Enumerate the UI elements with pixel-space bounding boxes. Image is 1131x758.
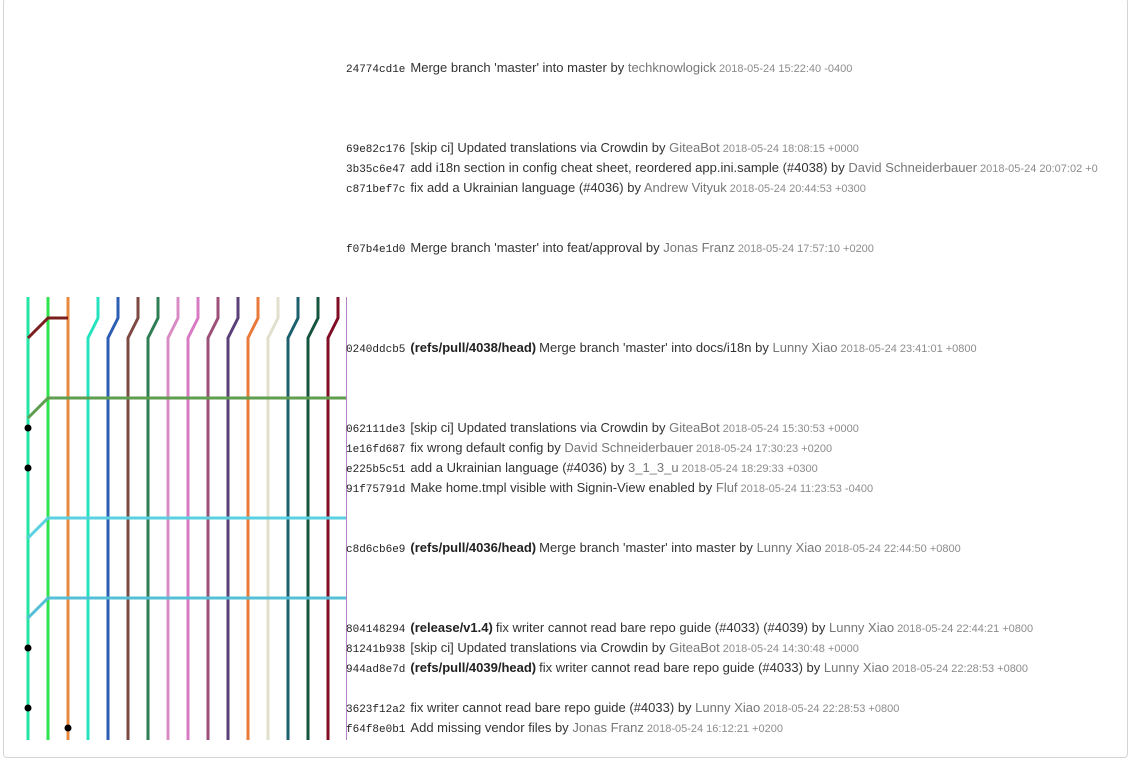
commit-message: fix writer cannot read bare repo guide (#4033) (#4039) (495, 620, 809, 635)
commit-sha-link[interactable]: 1e16fd687 (346, 444, 406, 456)
commit-author-link[interactable]: techknowlogick (627, 60, 716, 75)
commit-by-label: by (547, 440, 561, 455)
commit-row (346, 458, 818, 478)
commit-message: Merge branch 'master' into docs/i18n (539, 340, 752, 355)
commit-author-link[interactable]: Lunny Xiao (823, 660, 889, 675)
commit-sha-link[interactable]: 69e82c176 (346, 144, 406, 156)
commit-sha-link[interactable]: 0240ddcb5 (346, 344, 406, 356)
commit-date: 2018-05-24 22:44:21 +0800 (897, 623, 1034, 635)
commit-by-label: by (811, 620, 826, 635)
commit-by-label: by (610, 460, 625, 475)
commit-date: 2018-05-24 22:28:53 +0800 (763, 703, 900, 715)
commit-sha-link[interactable]: c871bef7c (346, 184, 406, 196)
commit-date: 2018-05-24 18:08:15 +0000 (722, 143, 859, 155)
commit-message: [skip ci] Updated translations via Crowdin (410, 640, 649, 655)
commit-message: fix writer cannot read bare repo guide (#4033) (410, 700, 675, 715)
commit-author-link[interactable]: Fluf (715, 480, 738, 495)
commit-by-label: by (698, 480, 713, 495)
commit-sha-link[interactable]: 944ad8e7d (346, 664, 406, 676)
commit-sha-link[interactable]: c8d6cb6e9 (346, 544, 406, 556)
commit-by-label: by (831, 160, 845, 175)
commit-by-label: by (645, 240, 660, 255)
commit-author-link[interactable]: Lunny Xiao (756, 540, 822, 555)
commit-row (346, 438, 832, 458)
commit-date: 2018-05-24 15:22:40 -0400 (719, 63, 853, 75)
commit-row (346, 338, 977, 358)
commit-date: 2018-05-24 17:30:23 +0200 (696, 443, 833, 455)
commit-by-label: by (677, 700, 692, 715)
commit-by-label: by (806, 660, 821, 675)
commit-author-link[interactable]: Jonas Franz (663, 240, 735, 255)
commit-author-link[interactable]: David Schneiderbauer (564, 440, 694, 455)
commit-by-label: by (554, 720, 569, 735)
commit-ref-label: (refs/pull/4036/head) (410, 540, 537, 555)
commit-row (346, 638, 859, 658)
commit-row (346, 418, 859, 438)
commit-message: add a Ukrainian language (#4036) (410, 460, 608, 475)
commit-sha-link[interactable]: 3623f12a2 (346, 704, 406, 716)
commit-date: 2018-05-24 11:23:53 -0400 (740, 483, 874, 495)
commit-by-label: by (739, 540, 753, 555)
commit-author-link[interactable]: Lunny Xiao (829, 620, 895, 635)
commit-date: 2018-05-24 17:57:10 +0200 (737, 243, 874, 255)
commit-author-link[interactable]: GiteaBot (669, 420, 720, 435)
commit-sha-link[interactable]: f64f8e0b1 (346, 724, 406, 736)
commit-author-link[interactable]: Lunny Xiao (695, 700, 761, 715)
commit-author-link[interactable]: GiteaBot (669, 640, 720, 655)
commit-row (346, 58, 852, 78)
commit-author-link[interactable]: 3_1_3_u (628, 460, 679, 475)
commit-by-label: by (651, 420, 666, 435)
commit-ref-label: (refs/pull/4039/head) (410, 660, 537, 675)
commit-author-link[interactable]: Andrew Vityuk (643, 180, 727, 195)
commit-date: 2018-05-24 22:44:50 +0800 (824, 543, 961, 555)
commit-sha-link[interactable]: 91f75791d (346, 484, 406, 496)
commit-author-link[interactable]: David Schneiderbauer (848, 160, 978, 175)
commit-sha-link[interactable]: 804148294 (346, 624, 406, 636)
commit-author-link[interactable]: Jonas Franz (572, 720, 644, 735)
commit-sha-link[interactable]: e225b5c51 (346, 464, 406, 476)
commit-row (346, 698, 899, 718)
commit-by-label: by (651, 640, 666, 655)
commit-date: 2018-05-24 15:30:53 +0000 (722, 423, 859, 435)
commit-sha-link[interactable]: 3b35c6e47 (346, 164, 406, 176)
commit-ref-label: (refs/pull/4038/head) (410, 340, 537, 355)
commit-sha-link[interactable]: f07b4e1d0 (346, 244, 406, 256)
commit-date: 2018-05-24 22:28:53 +0800 (891, 663, 1029, 675)
commit-date: 2018-05-24 18:29:33 +0300 (681, 463, 818, 475)
commit-message: Make home.tmpl visible with Signin-View enabled (410, 480, 695, 495)
commit-by-label: by (627, 180, 641, 195)
commit-date: 2018-05-24 23:41:01 +0800 (840, 343, 977, 355)
commit-row (346, 238, 874, 258)
commit-message: Merge branch 'master' into feat/approval (410, 240, 643, 255)
commit-sha-link[interactable]: 24774cd1e (346, 64, 406, 76)
commit-message: fix writer cannot read bare repo guide (#4033) (539, 660, 803, 675)
commit-row (346, 658, 1028, 678)
commit-date: 2018-05-24 20:07:02 +0 (980, 163, 1098, 175)
commit-row (346, 478, 873, 498)
commit-date: 2018-05-24 20:44:53 +0300 (729, 183, 866, 195)
commit-date: 2018-05-24 14:30:48 +0000 (722, 643, 859, 655)
commit-row (346, 618, 1033, 638)
commit-message: Merge branch 'master' into master (410, 60, 607, 75)
commit-sha-link[interactable]: 81241b938 (346, 644, 406, 656)
commit-sha-link[interactable]: 062111de3 (346, 424, 406, 436)
commit-message: Add missing vendor files (410, 720, 552, 735)
commit-message: [skip ci] Updated translations via Crowdin (410, 420, 649, 435)
commit-message: fix add a Ukrainian language (#4036) (410, 180, 624, 195)
commit-date: 2018-05-24 16:12:21 +0200 (646, 723, 783, 735)
commit-row (346, 538, 961, 558)
commit-author-link[interactable]: GiteaBot (669, 140, 720, 155)
commit-by-label: by (755, 340, 769, 355)
commit-row (346, 138, 859, 158)
commit-row (346, 158, 1098, 178)
commit-author-link[interactable]: Lunny Xiao (772, 340, 838, 355)
commit-message: Merge branch 'master' into master (539, 540, 736, 555)
commit-message: add i18n section in config cheat sheet, reordered app.ini.sample (#4038) (410, 160, 828, 175)
commit-message: fix wrong default config (410, 440, 544, 455)
commit-by-label: by (651, 140, 666, 155)
commit-ref-label: (release/v1.4) (410, 620, 493, 635)
commit-message: [skip ci] Updated translations via Crowdin (410, 140, 649, 155)
commit-by-label: by (610, 60, 625, 75)
commit-row (346, 178, 866, 198)
commit-row (346, 718, 783, 738)
